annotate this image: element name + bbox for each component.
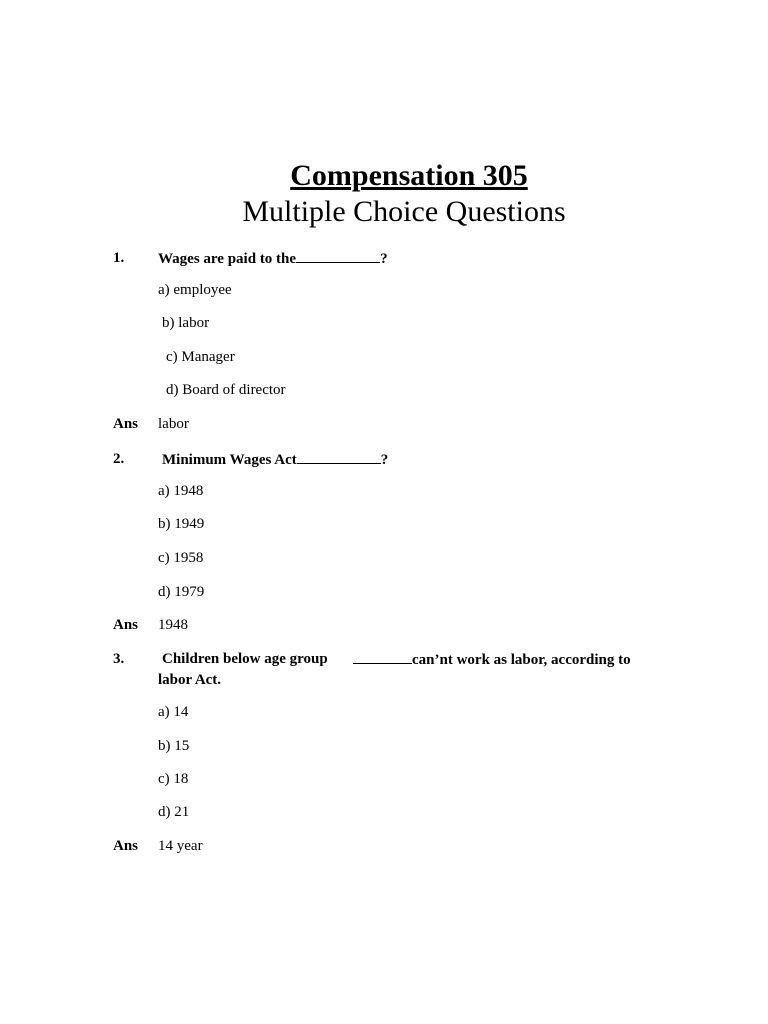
question-3-text-after: can’nt work as labor, according to: [412, 652, 631, 668]
question-1-text: [158, 248, 388, 269]
question-2-number: 2.: [113, 451, 125, 467]
question-3-option-c: c) 18: [158, 771, 189, 787]
question-2-option-d: d) 1979: [158, 584, 205, 600]
question-1-option-d: d) Board of director: [166, 382, 286, 398]
question-3-option-b: b) 15: [158, 738, 190, 754]
answer-blank: [296, 248, 380, 263]
question-2-option-c: c) 1958: [158, 550, 204, 566]
question-2-answer-label: Ans: [113, 617, 139, 633]
question-1-option-c: c) Manager: [166, 349, 235, 365]
question-1-answer-label: Ans: [113, 416, 139, 432]
question-2-text-before: Minimum Wages Act: [162, 452, 297, 468]
question-2-text-after: ?: [380, 452, 389, 468]
question-1-text-before: Wages are paid to the: [158, 251, 297, 267]
question-2-option-b: b) 1949: [158, 516, 205, 532]
question-1-text-after: ?: [380, 251, 388, 267]
question-3-option-d: d) 21: [158, 804, 190, 820]
document-title: Compensation 305: [290, 159, 528, 192]
document-subtitle: Multiple Choice Questions: [242, 195, 566, 228]
answer-blank: [297, 449, 381, 464]
answer-blank: [353, 649, 412, 664]
question-3-text-before: Children below age group: [162, 651, 328, 667]
question-2-text: [162, 449, 388, 470]
question-3-answer-label: Ans: [113, 838, 139, 854]
question-1-answer: labor: [158, 416, 189, 432]
question-3-number: 3.: [113, 651, 125, 667]
question-2-option-a: a) 1948: [158, 483, 204, 499]
question-2-answer: 1948: [158, 617, 188, 633]
question-3-answer: 14 year: [158, 838, 203, 854]
question-1-option-a: a) employee: [158, 282, 232, 298]
question-3-text-after-wrap: [353, 649, 631, 670]
question-1-option-b: b) labor: [162, 315, 210, 331]
question-1-number: 1.: [113, 250, 125, 266]
question-3-option-a: a) 14: [158, 704, 189, 720]
question-3-text-line2: labor Act.: [158, 672, 222, 688]
